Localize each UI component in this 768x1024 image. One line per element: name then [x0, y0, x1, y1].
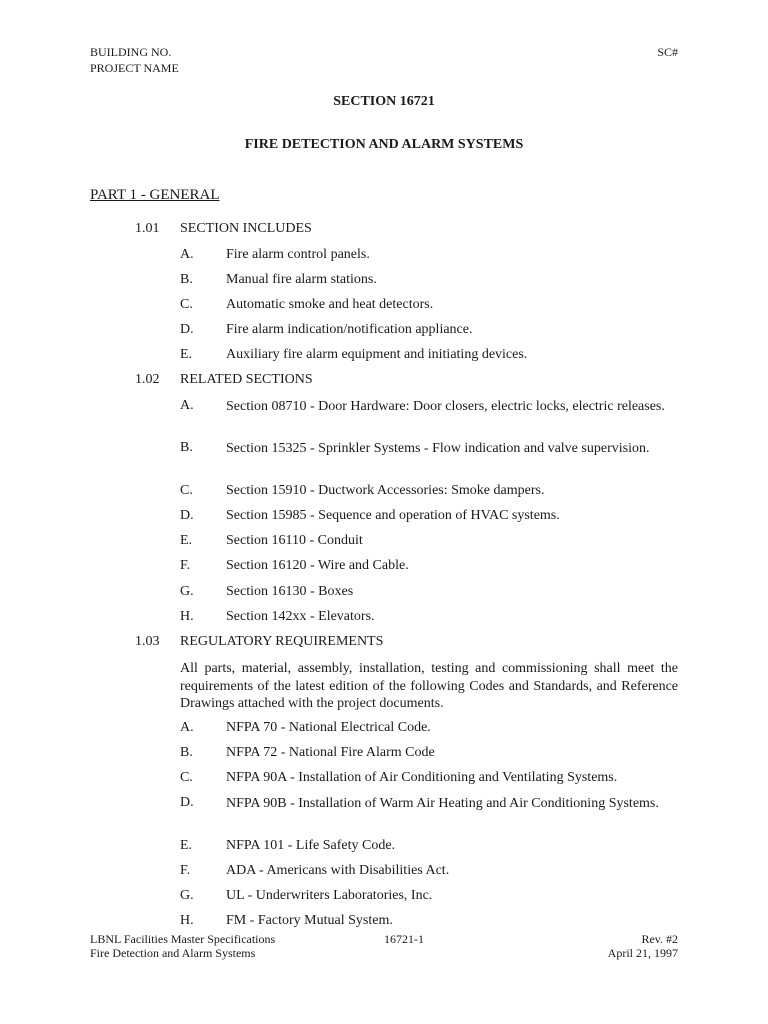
item-letter: F.	[180, 863, 191, 878]
item-letter: A.	[180, 720, 194, 735]
footer-page-number: 16721-1	[384, 932, 424, 946]
item-text: Section 142xx - Elevators.	[226, 609, 375, 624]
item-text: Section 15325 - Sprinkler Systems - Flow indication and valve supervision.	[226, 441, 650, 456]
item-letter: D.	[180, 795, 194, 810]
footer-spec-name: LBNL Facilities Master Specifications	[90, 932, 276, 946]
footer-date: April 21, 1997	[607, 946, 678, 960]
item-letter: B.	[180, 745, 193, 760]
item-text: NFPA 101 - Life Safety Code.	[226, 838, 396, 853]
item-letter: C.	[180, 483, 193, 498]
article-number: 1.01	[135, 221, 160, 236]
regulatory-paragraph: All parts, material, assembly, installation, testing and commissioning shall meet the requirements of the latest edition of the following Codes and Standards, and Reference Drawings attached with the project documents.	[180, 661, 678, 711]
item-letter: B.	[180, 440, 193, 455]
project-name: PROJECT NAME	[90, 61, 179, 75]
item-text: Section 16110 - Conduit	[226, 533, 363, 548]
footer-revision: Rev. #2	[641, 932, 678, 946]
building-number: BUILDING NO.	[90, 45, 172, 59]
item-text: NFPA 72 - National Fire Alarm Code	[226, 745, 435, 760]
article-title: SECTION INCLUDES	[180, 221, 312, 236]
item-text: Section 15985 - Sequence and operation of HVAC systems.	[226, 508, 560, 523]
item-text: Manual fire alarm stations.	[226, 272, 377, 287]
sc-number: SC#	[657, 45, 678, 59]
footer-doc-title: Fire Detection and Alarm Systems	[90, 946, 256, 960]
item-text: NFPA 70 - National Electrical Code.	[226, 720, 431, 735]
item-text: NFPA 90A - Installation of Air Conditioning and Ventilating Systems.	[226, 770, 618, 785]
item-letter: G.	[180, 888, 194, 903]
item-text: FM - Factory Mutual System.	[226, 913, 393, 928]
item-letter: C.	[180, 297, 193, 312]
item-letter: E.	[180, 533, 193, 548]
item-text: Section 15910 - Ductwork Accessories: Smoke dampers.	[226, 483, 545, 498]
item-text: Automatic smoke and heat detectors.	[226, 297, 434, 312]
item-letter: F.	[180, 558, 191, 573]
item-letter: D.	[180, 322, 194, 337]
item-text: Section 08710 - Door Hardware: Door closers, electric locks, electric releases.	[226, 399, 665, 414]
item-text: NFPA 90B - Installation of Warm Air Heating and Air Conditioning Systems.	[226, 796, 659, 811]
item-letter: E.	[180, 838, 193, 853]
article-title: REGULATORY REQUIREMENTS	[180, 634, 384, 649]
item-letter: E.	[180, 347, 193, 362]
item-text: ADA - Americans with Disabilities Act.	[226, 863, 450, 878]
item-text: Fire alarm control panels.	[226, 247, 370, 262]
item-text: UL - Underwriters Laboratories, Inc.	[226, 888, 433, 903]
item-text: Section 16130 - Boxes	[226, 584, 354, 599]
section-title: FIRE DETECTION AND ALARM SYSTEMS	[244, 137, 524, 152]
part-title: PART 1 - GENERAL	[90, 187, 220, 203]
item-text: Section 16120 - Wire and Cable.	[226, 558, 409, 573]
section-number: SECTION 16721	[333, 94, 435, 109]
item-letter: B.	[180, 272, 193, 287]
item-letter: H.	[180, 913, 194, 928]
article-number: 1.02	[135, 372, 160, 387]
item-letter: D.	[180, 508, 194, 523]
item-letter: A.	[180, 247, 194, 262]
item-text: Fire alarm indication/notification appliance.	[226, 322, 473, 337]
item-letter: C.	[180, 770, 193, 785]
article-title: RELATED SECTIONS	[180, 372, 313, 387]
item-letter: A.	[180, 398, 194, 413]
item-letter: H.	[180, 609, 194, 624]
article-number: 1.03	[135, 634, 160, 649]
item-letter: G.	[180, 584, 194, 599]
item-text: Auxiliary fire alarm equipment and initiating devices.	[226, 347, 528, 362]
